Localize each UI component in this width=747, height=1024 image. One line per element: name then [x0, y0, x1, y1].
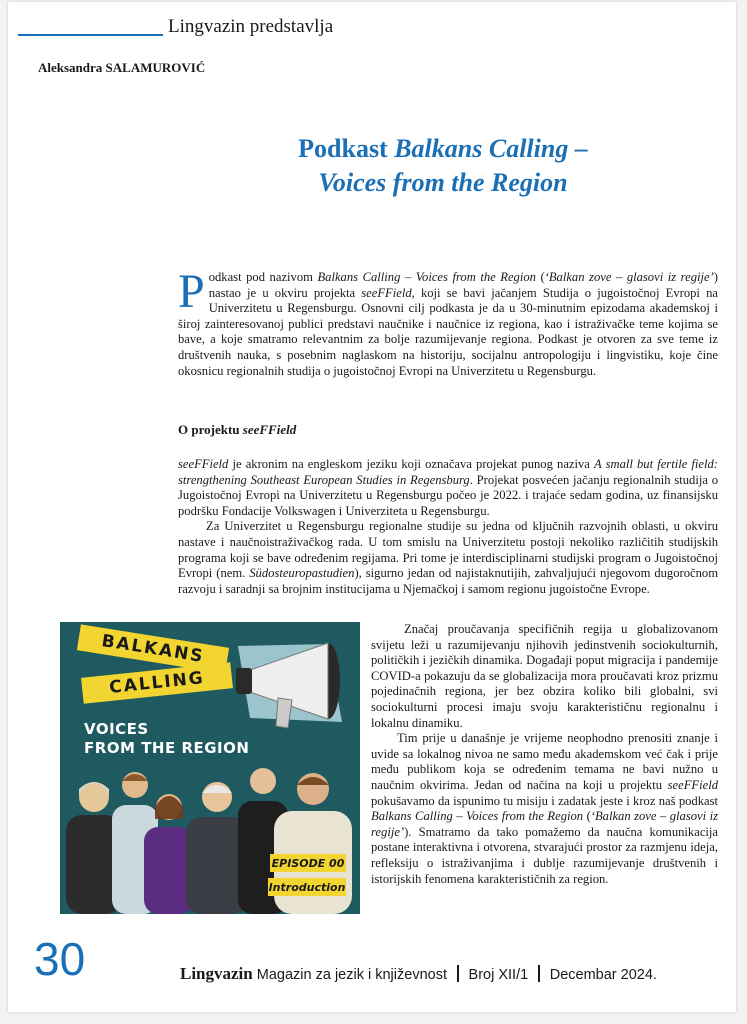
- project-section: [178, 457, 718, 597]
- subhead-italic: seeFField: [242, 422, 297, 437]
- cover-from-region: FROM THE REGION: [84, 739, 250, 757]
- title-plain: Podkast: [298, 134, 395, 163]
- footer-date: Decembar 2024.: [549, 967, 657, 983]
- intro-podcast-translation: ‘Balkan zove – glasovi iz regije’: [544, 270, 714, 284]
- project-paragraph-1: [178, 457, 718, 519]
- footer-separator: [538, 965, 540, 982]
- intro-text-g: , koji se bavi jačanjem Studija o jugoistočnoj Evropi na Univerzitetu u Regensburgu. Osnovni cilj podkasta je da u 30-minutnim epizodama akademskoj i široj zainteresovanoj publici predstavi naučnike i naučnice iz regiona, kao i istraživačke teme kojima se bave, a koje smatramo relevantnim za bolje razumijevanje regiona. Podkast je otvoren za sve teme iz društvenih nauka, s posebnim naglaskom na historiju, socijalnu antropologiju i lingvistiku, koje čine okosnicu regionalnih studija o jugoistočnoj Evropi na Univerzitetu u Regensburgu.: [178, 285, 718, 378]
- podcast-cover-image: [60, 622, 360, 914]
- intro-text-c: (: [535, 270, 545, 284]
- section-header: Lingvazin predstavlja: [168, 16, 334, 37]
- subhead-plain: O projektu: [178, 422, 243, 437]
- cover-voices: VOICES: [84, 720, 149, 738]
- footer-subtitle: Magazin za jezik i književnost: [256, 967, 447, 983]
- article-title: [163, 132, 723, 200]
- right-column: [371, 622, 718, 887]
- project-text-2a: Za Univerzitet u Regensburgu regionalne studije su jedna od ključnih razvojnih oblasti, u okviru nastave i naučnoistraživačkog rada. U tom smislu na Univerzitetu postoji nekoliko različitih studijskih programa koji se bave određenim regijama. Pri tome je interdisciplinarni studijski program o Jugoistočnoj Evropi (nem.: [178, 519, 718, 581]
- project-acronym: seeFField: [178, 457, 229, 471]
- cover-subtitle: [84, 720, 249, 758]
- footer-separator: [457, 965, 459, 982]
- project-german-term: Südosteuropastudien: [249, 566, 355, 581]
- footer-brand: Lingvazin: [180, 964, 253, 983]
- introduction-tag: Introduction: [268, 878, 346, 896]
- header-rule: [18, 34, 163, 36]
- right-text-2g: ). Smatramo da tako pomažemo da naučna komunikacija postane interaktivna i otvorena, stvarajući prostor za razmjenu ideja, refleksiju o istraživanjima i dublje razumijevanje društvenih i istorijskih fenomena karakterističnih za region.: [371, 824, 718, 886]
- article-author: Aleksandra SALAMUROVIĆ: [38, 60, 206, 75]
- right-podcast-translation: ‘Balkan zove – glasovi iz regije’: [371, 809, 718, 839]
- episode-tag: EPISODE 00: [270, 854, 346, 872]
- cover-line-balkans: BALKANS: [77, 624, 229, 673]
- right-project-name: seeFField: [667, 777, 718, 792]
- right-text-2e: (: [583, 809, 591, 824]
- right-paragraph-2: [371, 731, 718, 887]
- cover-line-calling: CALLING: [81, 662, 233, 704]
- right-text-2c: pokušavamo da ispunimo tu misiju i zadatak jeste i kroz naš podkast: [371, 793, 718, 808]
- intro-paragraph: [178, 265, 718, 379]
- project-text-2c: ), sigurno jedan od najistaknutijih, zahvaljujući njegovom dugoročnom razvoju i saradnji sa brojnim institucijama u Njemačkoj i samom regionu jugoistočne Evrope.: [178, 566, 718, 596]
- right-text-2a: Tim prije u današnje je vrijeme neophodno prenositi znanje i uvide sa lokalnog nivoa ne samo među akademskom već čak i prije među publikom koja se određenim temama ne bavi nužno u naučnim okvirima. Jedan od načina na koji u projektu: [371, 731, 718, 792]
- intro-text-e: ) nastao je u okviru projekta: [208, 270, 718, 300]
- right-podcast-name: Balkans Calling – Voices from the Region: [371, 809, 584, 824]
- project-subheading: [178, 422, 296, 438]
- title-italic-2: Voices from the Region: [318, 168, 568, 197]
- magazine-page: [8, 2, 736, 1012]
- intro-podcast-name: Balkans Calling – Voices from the Region: [317, 270, 536, 284]
- intro-project-name: seeFField: [361, 285, 412, 300]
- footer-issue: Broj XII/1: [468, 967, 529, 983]
- project-full-name: A small but fertile field: strengthening Southeast European Studies in Regensburg: [178, 457, 718, 487]
- title-italic-1: Balkans Calling –: [394, 134, 588, 163]
- drop-cap: P: [178, 265, 205, 318]
- page-number: 30: [34, 933, 86, 985]
- footer: [180, 964, 657, 984]
- intro-text-a: odkast pod nazivom: [208, 270, 318, 284]
- right-paragraph-1: Značaj proučavanja specifičnih regija u globalizovanom svijetu leži u razumijevanju njihovih jedinstvenih sociokulturnih, političkih i jezičkih dinamika. Događaji poput migracija i pandemije COVID-a pokazuju da se globalizacija mora proučavati kroz prizmu pojedinačnih regiona, jer bez obzira koliko bili globalni, svi sociokulturni procesi imaju svoju karakterističnu regionalnu i lokalnu dinamiku.: [371, 622, 718, 730]
- project-text-d: . Projekat posvećen jačanju regionalnih studija o Jugoistočnoj Evropi na Univerzitetu u Regensburgu počeo je 2022. i trajaće sedam godina, uz finansijsku podršku Fondacije Volkswagen i Univerziteta u Regensburgu.: [178, 472, 718, 518]
- project-paragraph-2: [178, 519, 718, 597]
- project-text-b: je akronim na engleskom jeziku koji označava projekat punog naziva: [228, 457, 594, 471]
